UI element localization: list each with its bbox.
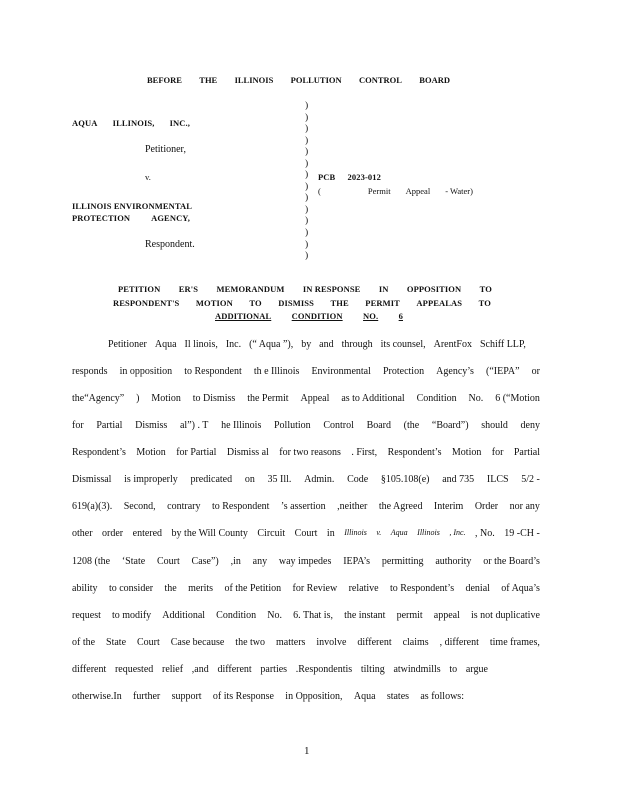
body-word: ,neither — [337, 501, 368, 512]
body-word: authority — [435, 556, 472, 567]
heading-word: BOARD — [419, 75, 450, 85]
body-word: should — [481, 420, 508, 431]
caption-word: Permit — [367, 186, 391, 196]
body-word: or — [531, 366, 540, 377]
caption-word: ILLINOIS, — [112, 118, 155, 128]
body-word: different — [357, 637, 392, 648]
memo-title-line3 — [215, 311, 403, 321]
body-word: deny — [520, 420, 540, 431]
body-word: to — [449, 664, 458, 675]
title-word: OPPOSITION — [406, 284, 462, 294]
body-word: merits — [188, 583, 214, 594]
caption-word: AGENCY, — [151, 213, 190, 223]
body-word: the Permit — [247, 393, 289, 404]
court-heading — [147, 75, 450, 85]
body-word: of the — [72, 637, 96, 648]
body-word: is not duplicative — [471, 610, 540, 621]
body-word: ,in — [230, 556, 241, 567]
heading-word: ILLINOIS — [234, 75, 274, 85]
body-line-9 — [72, 556, 540, 567]
title-word: APPEALAS — [416, 298, 463, 308]
body-word: Appeal — [300, 393, 330, 404]
body-word: Partial — [96, 420, 123, 431]
title-word: TO — [479, 284, 492, 294]
body-word: of Aqua’s — [501, 583, 540, 594]
body-word: and 735 — [442, 474, 475, 485]
body-word: tilting — [360, 664, 385, 675]
caption-word: AQUA — [72, 118, 98, 128]
body-word: different — [72, 664, 107, 675]
case-number — [318, 172, 381, 182]
body-word: claims — [402, 637, 429, 648]
body-word: the two — [235, 637, 266, 648]
body-word: its counsel, — [380, 339, 426, 350]
body-word: and — [319, 339, 334, 350]
body-word: State — [106, 637, 127, 648]
respondent-role: Respondent. — [145, 239, 195, 250]
body-line-1 — [108, 339, 526, 350]
heading-word: THE — [199, 75, 218, 85]
versus-label: v. — [145, 172, 151, 182]
body-word: on — [244, 474, 255, 485]
title-word: 6 — [398, 311, 403, 321]
body-word: Case”) — [191, 556, 219, 567]
body-word: entered — [132, 528, 163, 539]
body-line-8 — [72, 528, 540, 539]
body-word: Code — [347, 474, 369, 485]
body-word: al”) . T — [179, 420, 209, 431]
appeal-type — [318, 186, 473, 196]
body-word: No. — [267, 610, 283, 621]
body-word: predicated — [190, 474, 233, 485]
body-word: the — [164, 583, 177, 594]
body-word: the instant — [344, 610, 386, 621]
body-word: he Illinois — [221, 420, 262, 431]
body-word: Motion — [151, 393, 181, 404]
body-word: support — [171, 691, 202, 702]
body-line-13 — [72, 664, 488, 675]
case-name-italic: Aqua — [390, 528, 408, 537]
body-line-10 — [72, 583, 540, 594]
body-word: (the — [403, 420, 420, 431]
respondent-name-line1 — [72, 201, 192, 211]
body-word: to consider — [108, 583, 154, 594]
body-word: Petitioner — [108, 339, 147, 350]
body-word: time frames, — [489, 637, 540, 648]
body-word: Aqua — [353, 691, 376, 702]
body-line-6 — [72, 474, 540, 485]
body-word: 35 Ill. — [267, 474, 292, 485]
body-word: in — [326, 528, 335, 539]
body-word: th e Illinois — [253, 366, 300, 377]
body-word: permitting — [381, 556, 424, 567]
body-word: Admin. — [304, 474, 335, 485]
body-word: permit — [396, 610, 423, 621]
body-word: Board — [366, 420, 392, 431]
body-word: responds — [72, 366, 108, 377]
body-word: by — [301, 339, 312, 350]
body-word: denial — [465, 583, 490, 594]
body-word: of its Response — [212, 691, 274, 702]
body-word: contrary — [167, 501, 201, 512]
body-word: 619(a)(3). — [72, 501, 113, 512]
body-word: otherwise.In — [72, 691, 122, 702]
body-word: Control — [323, 420, 354, 431]
body-line-14 — [72, 691, 464, 702]
body-word: to Dismiss — [192, 393, 236, 404]
case-number-label: PCB — [318, 172, 336, 182]
body-word: order — [102, 528, 124, 539]
body-word: (“IEPA” — [486, 366, 520, 377]
body-word: Court — [156, 556, 180, 567]
memo-title-line2 — [113, 298, 491, 308]
case-name-italic: Illinois — [417, 528, 440, 537]
body-word: 1208 (the — [72, 556, 111, 567]
body-word: nor any — [509, 501, 540, 512]
body-word: Dismiss — [135, 420, 168, 431]
body-line-4 — [72, 420, 540, 431]
body-line-5 — [72, 447, 540, 458]
body-word: as follows: — [420, 691, 464, 702]
petitioner-role: Petitioner, — [145, 144, 186, 155]
body-word: ability — [72, 583, 98, 594]
title-word: RESPONDENT'S — [113, 298, 180, 308]
body-word: relative — [348, 583, 379, 594]
body-word: , different — [439, 637, 479, 648]
body-word: to Respondent — [211, 501, 270, 512]
body-word: Dismissal — [72, 474, 112, 485]
body-word: IEPA’s — [343, 556, 371, 567]
title-word: ADDITIONAL — [215, 311, 272, 321]
body-word: Additional — [162, 610, 206, 621]
body-word: for — [72, 420, 84, 431]
body-word: 6. That is, — [293, 610, 333, 621]
title-word: TO — [478, 298, 491, 308]
caption-word: ( — [318, 186, 321, 196]
petitioner-name — [72, 118, 190, 128]
body-word: of the Petition — [224, 583, 282, 594]
caption-word: PROTECTION — [72, 213, 131, 223]
body-word: for — [491, 447, 504, 458]
case-name-italic: , Inc. — [449, 528, 466, 537]
body-word: ) — [136, 393, 140, 404]
memo-title-line1 — [118, 284, 492, 294]
title-word: MEMORANDUM — [216, 284, 285, 294]
body-word: Case because — [170, 637, 225, 648]
body-word: Respondent’s — [72, 447, 126, 458]
body-word: Aqua — [154, 339, 177, 350]
body-word: Court — [136, 637, 160, 648]
body-word: atwindmills — [393, 664, 441, 675]
body-word: request — [72, 610, 101, 621]
body-word: in Opposition, — [285, 691, 343, 702]
heading-word: CONTROL — [358, 75, 402, 85]
body-word: the Agreed — [378, 501, 423, 512]
body-word: Condition — [416, 393, 457, 404]
caption-paren-column: ) ) ) ) ) ) ) ) ) ) ) ) ) ) — [305, 101, 309, 262]
caption-word: ILLINOIS — [72, 201, 112, 211]
title-word: TO — [249, 298, 262, 308]
body-word: is improperly — [124, 474, 178, 485]
body-word: ILCS — [486, 474, 509, 485]
body-word: for two reasons — [279, 447, 341, 458]
body-word: Schiff LLP, — [479, 339, 526, 350]
title-word: PERMIT — [365, 298, 400, 308]
body-word: Inc. — [225, 339, 242, 350]
body-word: to Respondent — [184, 366, 242, 377]
body-word: different — [217, 664, 252, 675]
body-word: ‘State — [121, 556, 146, 567]
case-number-value: 2023-012 — [347, 172, 381, 182]
body-word: through — [341, 339, 373, 350]
body-word: 5/2 - — [521, 474, 540, 485]
body-line-11 — [72, 610, 540, 621]
heading-word: POLLUTION — [290, 75, 342, 85]
body-word: ArentFox — [433, 339, 472, 350]
body-word: argue — [465, 664, 488, 675]
title-word: PETITION — [118, 284, 161, 294]
body-word: Condition — [216, 610, 257, 621]
body-word: Court — [294, 528, 318, 539]
title-word: IN — [378, 284, 389, 294]
page-number: 1 — [304, 745, 310, 757]
heading-word: BEFORE — [147, 75, 182, 85]
body-word: way impedes — [278, 556, 332, 567]
body-word: , No. — [475, 528, 495, 539]
caption-word: Appeal — [405, 186, 431, 196]
title-word: ER'S — [178, 284, 199, 294]
body-word: Second, — [123, 501, 156, 512]
body-word: Circuit — [257, 528, 286, 539]
body-word: §105.108(e) — [380, 474, 430, 485]
body-word: Motion — [451, 447, 482, 458]
body-word: Dismiss al — [226, 447, 269, 458]
body-word: Pollution — [274, 420, 311, 431]
body-word: .Respondentis — [295, 664, 353, 675]
body-line-3 — [72, 393, 540, 404]
title-word: NO. — [363, 311, 379, 321]
body-word: relief — [161, 664, 184, 675]
body-word: Environmental — [311, 366, 371, 377]
caption-word: INC., — [169, 118, 190, 128]
body-line-7 — [72, 501, 540, 512]
body-word: the“Agency” — [72, 393, 125, 404]
body-word: ,and — [191, 664, 209, 675]
body-word: to modify — [112, 610, 152, 621]
body-word: “Board”) — [431, 420, 469, 431]
body-word: (“ Aqua ”), — [249, 339, 294, 350]
title-word: CONDITION — [291, 311, 343, 321]
body-word: Order — [474, 501, 499, 512]
body-word: any — [252, 556, 268, 567]
body-word: by the Will County — [171, 528, 248, 539]
body-word: for Review — [292, 583, 338, 594]
body-word: requested — [114, 664, 154, 675]
body-word: in opposition — [119, 366, 173, 377]
body-word: matters — [275, 637, 306, 648]
case-name-italic: Illinois — [344, 528, 367, 537]
body-word: other — [72, 528, 93, 539]
body-word: Respondent’s — [387, 447, 442, 458]
body-word: 19 -CH - — [504, 528, 540, 539]
body-word: for Partial — [176, 447, 217, 458]
body-line-2 — [72, 366, 540, 377]
body-word: as to Additional — [341, 393, 405, 404]
title-word: MOTION — [195, 298, 233, 308]
body-word: further — [133, 691, 161, 702]
title-word: IN RESPONSE — [302, 284, 361, 294]
body-word: Protection — [382, 366, 425, 377]
body-word: Il linois, — [184, 339, 218, 350]
caption-word: - Water) — [445, 186, 473, 196]
body-line-12 — [72, 637, 540, 648]
body-word: 6 (“Motion — [495, 393, 540, 404]
respondent-name-line2 — [72, 213, 190, 223]
body-word: Agency’s — [436, 366, 474, 377]
body-word: to Respondent’s — [389, 583, 455, 594]
body-word: Motion — [136, 447, 166, 458]
body-word: Partial — [513, 447, 540, 458]
body-word: states — [386, 691, 410, 702]
body-word: appeal — [433, 610, 460, 621]
body-word: No. — [468, 393, 484, 404]
body-word: or the Board’s — [483, 556, 540, 567]
body-word: Interim — [433, 501, 464, 512]
body-word: ’s assertion — [280, 501, 326, 512]
title-word: THE — [330, 298, 349, 308]
case-name-italic: v. — [376, 528, 382, 537]
body-word: . First, — [351, 447, 378, 458]
body-word: involve — [316, 637, 347, 648]
title-word: DISMISS — [278, 298, 314, 308]
caption-word: ENVIRONMENTAL — [113, 201, 192, 211]
body-word: parties — [260, 664, 288, 675]
